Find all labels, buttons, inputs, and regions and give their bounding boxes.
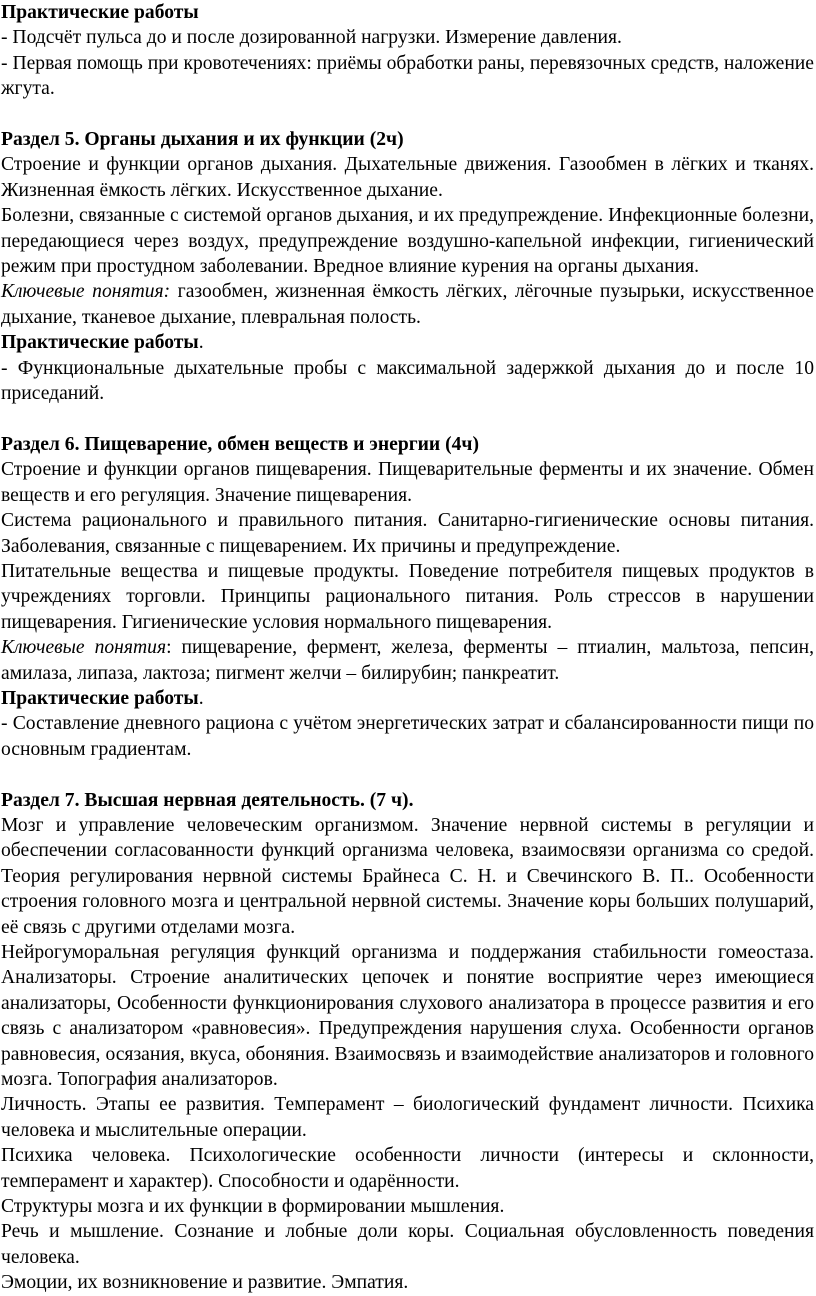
practical-item: - Первая помощь при кровотечениях: приёмы обработки раны, перевязочных средств, наложение жгута. (1, 52, 814, 100)
section-5-key-concepts (1, 279, 814, 330)
key-concepts-label: Ключевые понятия (1, 637, 167, 659)
heading-dot: . (198, 332, 204, 354)
section-7-paragraph: Мозг и управление человеческим организмом. Значение нервной системы в регуляции и обеспечении согласованности функций организма человека, взаимосвязи организма со средой. Теория регулирования нервной системы Брайнеса С. Н. и Свечинского В. П.. Особенности строения головного мозга и центральной нервной системы. Значение коры больших полушарий, её связь с другими отделами мозга. (1, 814, 814, 938)
section-7-paragraph: Структуры мозга и их функции в формировании мышления. (1, 1196, 505, 1218)
key-concepts-label: Ключевые понятия: (1, 281, 171, 303)
practical-works-heading: Практические работы (1, 687, 199, 709)
section-6-heading: Раздел 6. Пищеварение, обмен веществ и энергии (4ч) (1, 433, 479, 455)
practical-item: - Функциональные дыхательные пробы с максимальной задержкой дыхания до и после 10 приседаний. (1, 357, 814, 405)
heading-dot: . (198, 687, 204, 709)
practical-item: - Составление дневного рациона с учётом энергетических затрат и сбалансированности пищи по основным градиентам. (1, 713, 814, 760)
spacer (1, 406, 814, 431)
section-7-paragraph: Нейрогуморальная регуляция функций организма и поддержания стабильности гомеостаза. Анализаторы. Строение аналитических цепочек и понятие восприятие через имеющиеся анализаторы, Особенности функционирования слухового анализатора в процессе развития и его связь с анализатором «равновесия». Предупреждения нарушения слуха. Особенности органов равновесия, осязания, вкуса, обоняния. Взаимосвязь и взаимодействие анализаторов и головного мозга. Топография анализаторов. (1, 941, 814, 1091)
key-concepts-text: : пищеварение, фермент, железа, ферменты – птиалин, мальтоза, пепсин, амилаза, липаза, лактоза; пигмент желчи – билирубин; панкреатит. (1, 637, 814, 684)
section-7-paragraph: Психика человека. Психологические особенности личности (интересы и склонности, темперамент и характер). Способности и одарённости. (1, 1145, 814, 1192)
spacer (1, 762, 814, 787)
section-5-heading: Раздел 5. Органы дыхания и их функции (2ч) (1, 129, 404, 151)
section-7-heading: Раздел 7. Высшая нервная деятельность. (7 ч). (1, 789, 414, 811)
section-5-paragraph: Болезни, связанные с системой органов дыхания, и их предупреждение. Инфекционные болезни, передающиеся через воздух, предупреждение воздушно-капельной инфекции, гигиенический режим при простудном заболевании. Вредное влияние курения на органы дыхания. (1, 205, 814, 278)
document-body (1, 0, 814, 1296)
section-6-paragraph: Система рационального и правильного питания. Санитарно-гигиенические основы питания. Заболевания, связанные с пищеварением. Их причины и предупреждение. (1, 510, 814, 557)
section-5-practical-heading (1, 330, 814, 355)
section-7-paragraph: Речь и мышление. Сознание и лобные доли коры. Социальная обусловленность поведения человека. (1, 1221, 814, 1268)
section-5-paragraph: Строение и функции органов дыхания. Дыхательные движения. Газообмен в лёгких и тканях. Жизненная ёмкость лёгких. Искусственное дыхание. (1, 154, 814, 201)
section-6-paragraph: Строение и функции органов пищеварения. Пищеварительные ферменты и их значение. Обмен веществ и его регуляция. Значение пищеварения. (1, 459, 814, 506)
spacer (1, 102, 814, 127)
section-6-key-concepts (1, 635, 814, 686)
practical-works-heading: Практические работы (1, 332, 199, 354)
practical-works-heading: Практические работы (1, 2, 199, 23)
key-concepts-text: газообмен, жизненная ёмкость лёгких, лёгочные пузырьки, искусственное дыхание, тканевое дыхание, плевральная полость. (1, 281, 814, 328)
section-6-practical-heading (1, 686, 814, 711)
section-7-paragraph: Эмоции, их возникновение и развитие. Эмпатия. (1, 1272, 409, 1294)
section-6-paragraph: Питательные вещества и пищевые продукты. Поведение потребителя пищевых продуктов в учреждениях торговли. Принципы рационального питания. Роль стрессов в нарушении пищеварения. Гигиенические условия нормального пищеварения. (1, 560, 814, 633)
practical-item: - Подсчёт пульса до и после дозированной нагрузки. Измерение давления. (1, 27, 622, 49)
section-7-paragraph: Личность. Этапы ее развития. Темперамент – биологический фундамент личности. Психика человека и мыслительные операции. (1, 1094, 814, 1141)
